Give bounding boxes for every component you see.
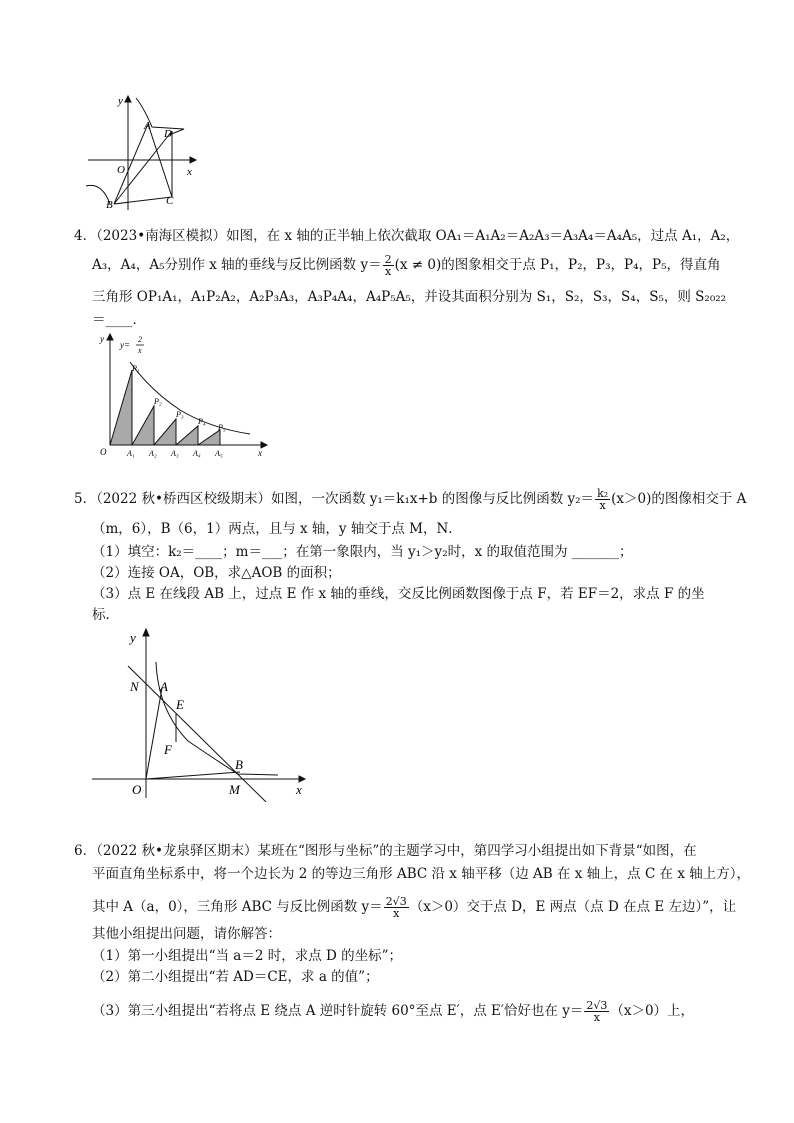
- fig3-label-B: B: [235, 757, 243, 772]
- fig1-label-O: O: [117, 164, 125, 176]
- figure-q3: [84, 92, 204, 212]
- fig3-label-y: y: [130, 630, 136, 645]
- q5-line2: （m，6），B（6，1）两点，且与 x 轴，y 轴交于点 M，N．: [92, 521, 462, 537]
- q6-line4: 其他小组提出问题，请你解答：: [92, 926, 281, 942]
- fig3-label-M: M: [229, 782, 240, 797]
- fig2-label-P1: P₁: [132, 364, 140, 373]
- fig3-label-A: A: [160, 679, 168, 694]
- q4-line4: ＝____．: [92, 312, 146, 328]
- q6-line1: 6．（2022 秋•龙泉驿区期末）某班在“图形与坐标”的主题学习中，第四学习小组提出如下背景“如图，在: [74, 843, 697, 859]
- q6-line3-a: 其中 A（a，0），三角形 ABC 与反比例函数 y＝: [92, 899, 383, 915]
- q6-line7-a: （3）第三小组提出“若将点 E 绕点 A 逆时针旋转 60°至点 E′，点 E′恰好也在 y＝: [92, 1003, 584, 1019]
- fig2-label-A2: A₂: [149, 449, 157, 458]
- q4-fraction-num: 2: [384, 253, 392, 266]
- q6-line6: （2）第二小组提出“若 AD＝CE，求 a 的值”；: [92, 969, 379, 985]
- q5-line4: （2）连接 OA，OB，求△AOB 的面积；: [92, 565, 341, 581]
- fig2-func-den: x: [138, 346, 142, 355]
- q5-line6: 标．: [92, 607, 119, 623]
- q6-line7-b: （x＞0）上，: [610, 1003, 695, 1019]
- fig2-label-O: O: [100, 447, 107, 457]
- fig1-label-D: D: [164, 128, 172, 140]
- fig2-label-P4: P₄: [198, 417, 206, 426]
- fig1-label-C: C: [166, 195, 174, 207]
- q5-line5: （3）点 E 在线段 AB 上，过点 E 作 x 轴的垂线，交反比例函数图像于点 F，若 EF＝2，求点 F 的坐: [92, 586, 705, 602]
- q6-line7: [92, 1000, 694, 1023]
- fig2-func-label: y=: [120, 340, 131, 350]
- q5-fraction-den: x: [599, 499, 606, 512]
- q4-fraction: [383, 254, 394, 277]
- fig3-label-N: N: [130, 679, 139, 694]
- q5-line1: [74, 488, 746, 511]
- q6-fraction-2-num: 2√3: [586, 999, 608, 1012]
- q6-line5: （1）第一小组提出“当 a＝2 时，求点 D 的坐标”；: [92, 948, 403, 964]
- figure-q4: [90, 330, 270, 460]
- q5-fraction: [595, 488, 610, 511]
- q6-line3-b: （x＞0）交于点 D，E 两点（点 D 在点 E 左边）”，让: [409, 899, 737, 915]
- fig2-label-P2: P₂: [154, 397, 162, 406]
- q6-fraction-1: [384, 896, 409, 919]
- fig2-label-x: x: [258, 448, 262, 458]
- fig1-label-B: B: [106, 199, 113, 211]
- fig3-label-O: O: [132, 782, 142, 797]
- fig3-label-x: x: [296, 782, 302, 797]
- fig1-label-A: A: [144, 120, 151, 132]
- q4-line1: 4．（2023•南海区模拟）如图，在 x 轴的正半轴上依次截取 OA₁＝A₁A₂＝A₂A₃＝A₃A₄＝A₄A₅，过点 A₁，A₂，: [74, 228, 740, 244]
- fig2-label-P3: P₃: [176, 410, 184, 419]
- q4-line2-b: (x ≠ 0)的图象相交于点 P₁，P₂，P₃，P₄，P₅，得直角: [394, 257, 721, 273]
- q4-line3: 三角形 OP₁A₁，A₁P₂A₂，A₂P₃A₃，A₃P₄A₄，A₄P₅A₅，并设其面积分别为 S₁，S₂，S₃，S₄，S₅，则 S₂₀₂₂: [92, 289, 727, 305]
- fig1-label-x: x: [187, 166, 192, 178]
- q6-fraction-2: [584, 1000, 609, 1023]
- q6-fraction-1-den: x: [393, 907, 400, 920]
- fig2-label-A5: A₅: [215, 449, 223, 458]
- q4-line2-a: A₃，A₄，A₅分别作 x 轴的垂线与反比例函数 y＝: [92, 257, 382, 273]
- q5-line3: （1）填空：k₂＝____；m＝___；在第一象限内，当 y₁＞y₂时，x 的取值范围为 _______；: [92, 544, 633, 560]
- q6-line3: [92, 896, 736, 919]
- fig2-label-A3: A₃: [171, 449, 179, 458]
- q5-line1-a: 5．（2022 秋•桥西区校级期末）如图，一次函数 y₁＝k₁x+b 的图像与反比例函数 y₂＝: [74, 491, 595, 507]
- fig3-label-E: E: [176, 697, 184, 712]
- fig1-label-y: y: [118, 95, 123, 107]
- q5-line1-b: (x＞0)的图像相交于 A: [611, 491, 747, 507]
- fig2-label-y: y: [100, 334, 104, 344]
- q6-fraction-1-num: 2√3: [385, 895, 407, 908]
- fig2-label-P5: P₅: [218, 423, 226, 432]
- fig2-func-num: 2: [138, 335, 142, 344]
- q4-line2: [92, 254, 721, 277]
- q6-line2: 平面直角坐标系中，将一个边长为 2 的等边三角形 ABC 沿 x 轴平移（边 AB 在 x 轴上，点 C 在 x 轴上方），: [92, 866, 751, 882]
- q5-fraction-num: k₂: [597, 487, 609, 500]
- fig2-label-A1: A₁: [127, 449, 135, 458]
- q4-fraction-den: x: [385, 265, 392, 278]
- figure-q5: [88, 626, 318, 802]
- fig2-label-A4: A₄: [193, 449, 201, 458]
- q6-fraction-2-den: x: [593, 1011, 600, 1024]
- fig3-label-F: F: [164, 742, 172, 757]
